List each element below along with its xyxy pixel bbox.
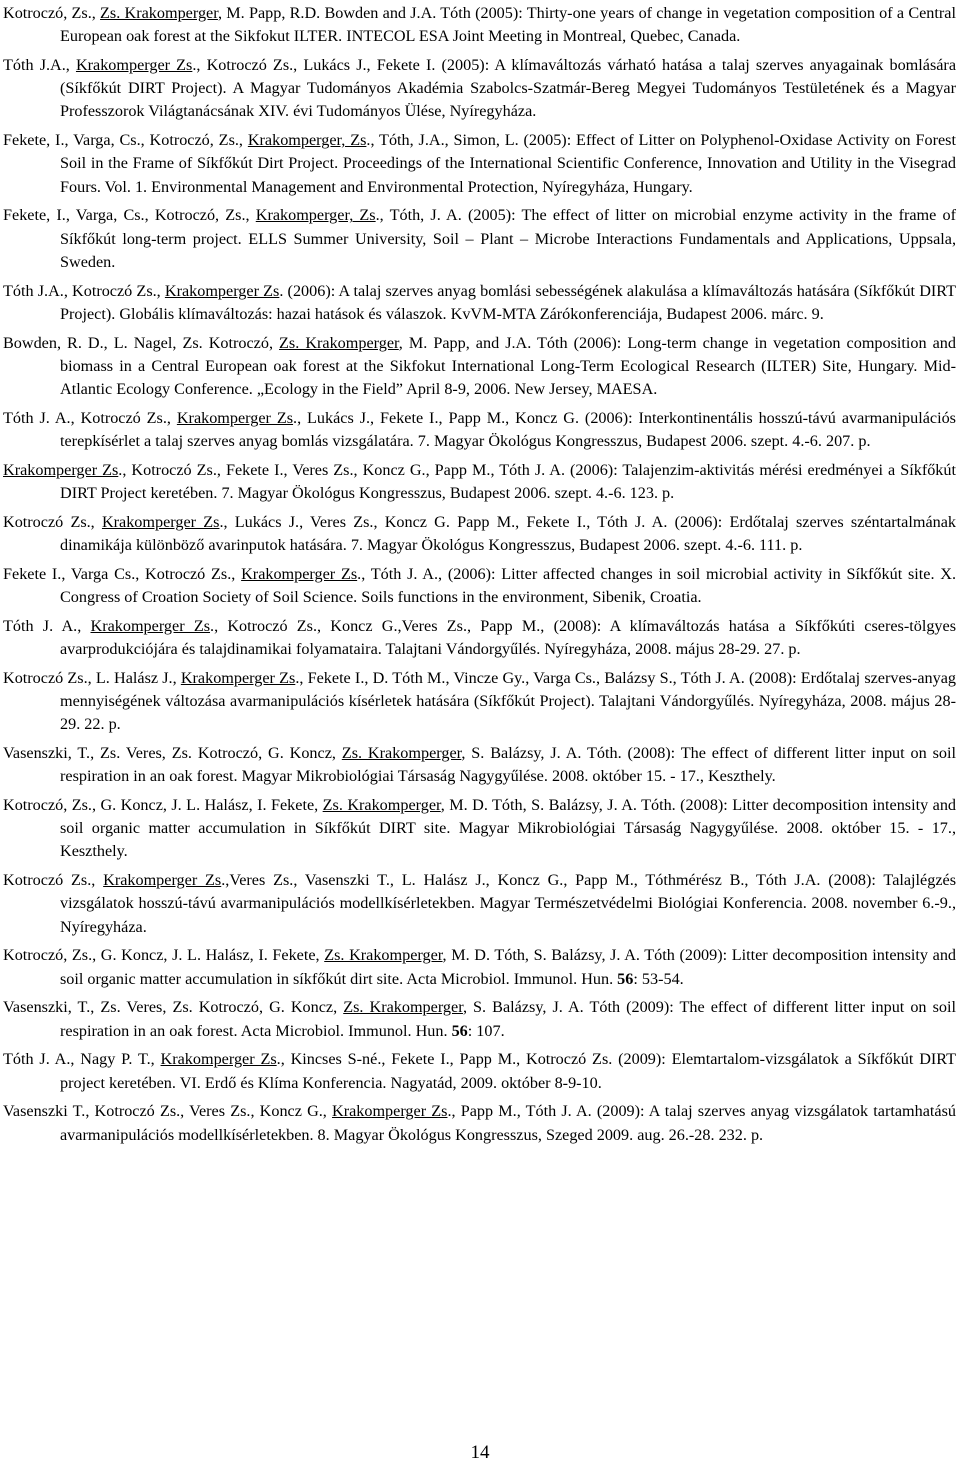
reference-entry — [3, 511, 956, 557]
author-name-underlined: Zs. Krakomperger — [279, 333, 399, 352]
reference-text: Fekete, I., Varga, Cs., Kotroczó, Zs., — [3, 131, 248, 150]
author-name-underlined: Krakomperger Zs — [75, 56, 193, 74]
reference-text: ., Lukács J., Fekete I., Papp M., Koncz G. (2006): Interkontinentális hosszú-távú avarmanipulációs terepkísérlet a talaj szerves anyag bomlás vizsgálatára. 7. Magyar Ökológus Kongresszus, Budapest 2006. szept. 4.-6. 207. p. — [60, 408, 956, 451]
reference-text: , S. Balázsy, J. A. Tóth. (2008): The effect of different litter input on soil respiration in an oak forest. Magyar Mikrobiológiai Társaság Nagygyűlése. 2008. október 15. - 17., Keszthely. — [60, 744, 956, 786]
volume-number: 56 — [451, 1021, 468, 1040]
reference-entry — [3, 1100, 956, 1146]
reference-text: : 53-54. — [633, 969, 684, 988]
author-name-underlined: Krakomperger, Zs — [255, 206, 376, 225]
reference-entry — [3, 742, 956, 788]
reference-text: ., Kotroczó Zs., Koncz G.,Veres Zs., Papp M., (2008): A klímaváltozás hatása a Síkfőkúti cseres-tölgyes avarprodukciójára és talajdinamikai folyamataira. Talajtani Vándorgyűlés. Nyíregyháza, 2008. május 28-29. 27. p. — [60, 616, 956, 659]
reference-text: ., Lukács J., Veres Zs., Koncz G. Papp M., Fekete I., Tóth J. A. (2006): Erdőtalaj szerves széntartalmának dinamikája különböző avarinputok hatására. 7. Magyar Ökológus Kongresszus, Budapest 2006. szept. 4.-6. 111. p. — [60, 512, 957, 555]
reference-text: ., Tóth J. A., (2006): Litter affected changes in soil microbial activity in Síkfőkút site. X. Congress of Croation Society of Soil Science. Soils functions in the environment, Sibenik, Croatia. — [60, 564, 956, 607]
reference-entry — [3, 129, 956, 199]
reference-text: , M. Papp, R.D. Bowden and J.A. Tóth (2005): Thirty-one years of change in vegetation composition of a Central European oak forest at the Sikfokut ILTER. INTECOL ESA Joint Meeting in Montreal, Quebec, Canada. — [60, 4, 956, 46]
reference-text: Vasenszki T., Kotroczó Zs., Veres Zs., Koncz G., — [3, 1102, 333, 1121]
reference-entry — [3, 459, 956, 505]
reference-text: Tóth J. A., Kotroczó Zs., — [3, 408, 177, 427]
reference-text: , M. D. Tóth, S. Balázsy, J. A. Tóth (2009): Litter decomposition intensity and soil organic matter accumulation in síkfőkút dirt site. Acta Microbiol. Immunol. Hun. — [60, 946, 957, 988]
author-name-underlined: Krakomperger Zs — [176, 408, 294, 427]
reference-text: Kotroczó Zs., — [3, 512, 102, 531]
volume-number: 56 — [617, 969, 634, 988]
reference-entry — [3, 667, 956, 737]
reference-entry — [3, 794, 956, 864]
reference-text: ., Papp M., Tóth J. A. (2009): A talaj szerves anyag vizsgálatok tartamhatású avarmanipulációs modellkísérletekben. 8. Magyar Ökológus Kongresszus, Szeged 2009. aug. 26.-28. 232. p. — [60, 1102, 956, 1144]
author-name-underlined: Krakomperger Zs — [160, 1050, 277, 1069]
reference-text: , M. Papp, and J.A. Tóth (2006): Long-term change in vegetation composition and biomass in a Central European oak forest at the Sikfokut International Long-Term Ecological Research (ILTER) Site, Hungary. Mid-Atlantic Ecology Conference. „Ecology in the Field” April 8-9, 2006. New Jersey, MAESA. — [60, 333, 956, 399]
reference-list — [3, 2, 956, 1152]
reference-entry — [3, 54, 956, 124]
author-name-underlined: Zs. Krakomperger — [343, 998, 463, 1017]
reference-text: Kotroczó, Zs., G. Koncz, J. L. Halász, I. Fekete, — [3, 796, 323, 815]
reference-text: ., Kotroczó Zs., Lukács J., Fekete I. (2005): A klímaváltozás várható hatása a talaj szerves anyagainak bomlására (Síkfőkút DIRT Project). A Magyar Tudományos Akadémia Szabolcs-Szatmár-Bereg Megyei Tudományos Testületének és a Magyar Professzorok Világtanácsának XIV. évi Tudományos Ülése, Nyíregyháza. — [60, 56, 956, 121]
reference-text: ., Tóth, J. A. (2005): The effect of litter on microbial enzyme activity in the frame of Síkfőkút long-term project. ELLS Summer University, Soil – Plant – Microbe Interactions Fundamentals and Applications, Uppsala, Sweden. — [60, 206, 957, 271]
reference-text: Fekete, I., Varga, Cs., Kotroczó, Zs., — [3, 206, 256, 225]
author-name-underlined: Krakomperger Zs — [3, 460, 119, 479]
reference-entry — [3, 204, 956, 274]
reference-text: , S. Balázsy, J. A. Tóth (2009): The effect of different litter input on soil respiration in an oak forest. Acta Microbiol. Immunol. Hun. — [60, 998, 956, 1040]
reference-entry — [3, 2, 956, 48]
author-name-underlined: Zs. Krakomperger — [324, 946, 443, 965]
reference-text: Kotroczó, Zs., G. Koncz, J. L. Halász, I. Fekete, — [3, 946, 325, 965]
reference-text: ., Kotroczó Zs., Fekete I., Veres Zs., Koncz G., Papp M., Tóth J. A. (2006): Talajenzim-aktivitás mérési eredményei a Síkfőkút DIRT Project keretében. 7. Magyar Ökológus Kongresszus, Budapest 2006. szept. 4.-6. 123. p. — [60, 460, 956, 503]
reference-entry — [3, 280, 956, 326]
author-name-underlined: Krakomperger Zs — [103, 871, 222, 890]
reference-text: Tóth J. A., — [3, 616, 91, 635]
reference-text: .,Veres Zs., Vasenszki T., L. Halász J., Koncz G., Papp M., Tóthmérész B., Tóth J.A. (2008): Talajlégzés vizsgálatok hosszú-távú avarmanipulációs modellkísérletekben. Magyar Természetvédelmi Biológiai Konferencia. 2008. november 6.-9., Nyíregyháza. — [60, 871, 956, 936]
reference-text: ., Tóth, J.A., Simon, L. (2005): Effect of Litter on Polyphenol-Oxidase Activity on Forest Soil in the Frame of Síkfőkút Dirt Project. Proceedings of the International Scientific Conference, Innovation and Utility in the Visegrad Fours. Vol. 1. Environmental Management and Environmental Protection, Nyíregyháza, Hungary. — [60, 131, 956, 196]
page-number: 14 — [470, 1442, 490, 1463]
author-name-underlined: Krakomperger Zs — [101, 512, 220, 531]
reference-text: Tóth J. A., Nagy P. T., — [3, 1050, 161, 1069]
author-name-underlined: Zs. Krakomperger — [341, 744, 462, 763]
reference-entry — [3, 563, 956, 609]
reference-text: , M. D. Tóth, S. Balázsy, J. A. Tóth. (2008): Litter decomposition intensity and soil organic matter accumulation in Síkfőkút DIRT site. Magyar Mikrobiológiai Társaság Nagygyűlése. 2008. október 15. - 17., Keszthely. — [60, 796, 957, 861]
reference-text: Vasenszki, T., Zs. Veres, Zs. Kotroczó, G. Koncz, — [3, 998, 344, 1017]
reference-text: Bowden, R. D., L. Nagel, Zs. Kotroczó, — [3, 333, 280, 352]
reference-entry — [3, 332, 956, 402]
reference-text: . (2006): A talaj szerves anyag bomlási sebességének alakulása a klímaváltozás hatására (Síkfőkút DIRT Project). Globális klímaváltozás: hazai hatások és válaszok. KvVM-MTA Zárókonferenciája, Budapest 2006. márc. 9. — [60, 281, 957, 323]
author-name-underlined: Zs. Krakomperger — [322, 796, 441, 815]
reference-text: : 107. — [467, 1021, 505, 1040]
reference-text: Fekete I., Varga Cs., Kotroczó Zs., — [3, 564, 242, 583]
author-name-underlined: Krakomperger, Zs — [247, 131, 367, 150]
author-name-underlined: Krakomperger Zs — [332, 1102, 448, 1121]
reference-entry — [3, 407, 956, 453]
reference-text: ., Kincses S-né., Fekete I., Papp M., Kotroczó Zs. (2009): Elemtartalom-vizsgálatok a Síkfőkút DIRT project keretében. VI. Erdő és Klíma Konferencia. Nagyatád, 2009. október 8-9-10. — [60, 1050, 957, 1092]
reference-text: Kotroczó Zs., — [3, 871, 104, 890]
author-name-underlined: Krakomperger Zs — [90, 616, 211, 635]
reference-text: Tóth J.A., — [3, 56, 76, 74]
reference-text: Kotroczó Zs., L. Halász J., — [3, 668, 181, 687]
reference-text: ., Fekete I., D. Tóth M., Vincze Gy., Varga Cs., Balázsy S., Tóth J. A. (2008): Erdőtalaj szerves-anyag mennyiségének változása avarmanipulációs kísérletek hatására (Síkfőkút Project). Talajtani Vándorgyűlés. Nyíregyháza, 2008. május 28-29. 22. p. — [60, 668, 956, 734]
reference-text: Vasenszki, T., Zs. Veres, Zs. Kotroczó, G. Koncz, — [3, 744, 342, 763]
reference-entry — [3, 944, 956, 990]
reference-entry — [3, 869, 956, 939]
reference-entry — [3, 1048, 956, 1094]
author-name-underlined: Krakomperger Zs — [241, 564, 358, 583]
reference-entry — [3, 615, 956, 661]
reference-text: Tóth J.A., Kotroczó Zs., — [3, 281, 165, 300]
reference-entry — [3, 996, 956, 1042]
author-name-underlined: Krakomperger Zs — [164, 281, 280, 300]
author-name-underlined: Krakomperger Zs — [180, 668, 296, 687]
author-name-underlined: Zs. Krakomperger — [100, 4, 218, 22]
reference-text: Kotroczó, Zs., — [3, 4, 101, 22]
